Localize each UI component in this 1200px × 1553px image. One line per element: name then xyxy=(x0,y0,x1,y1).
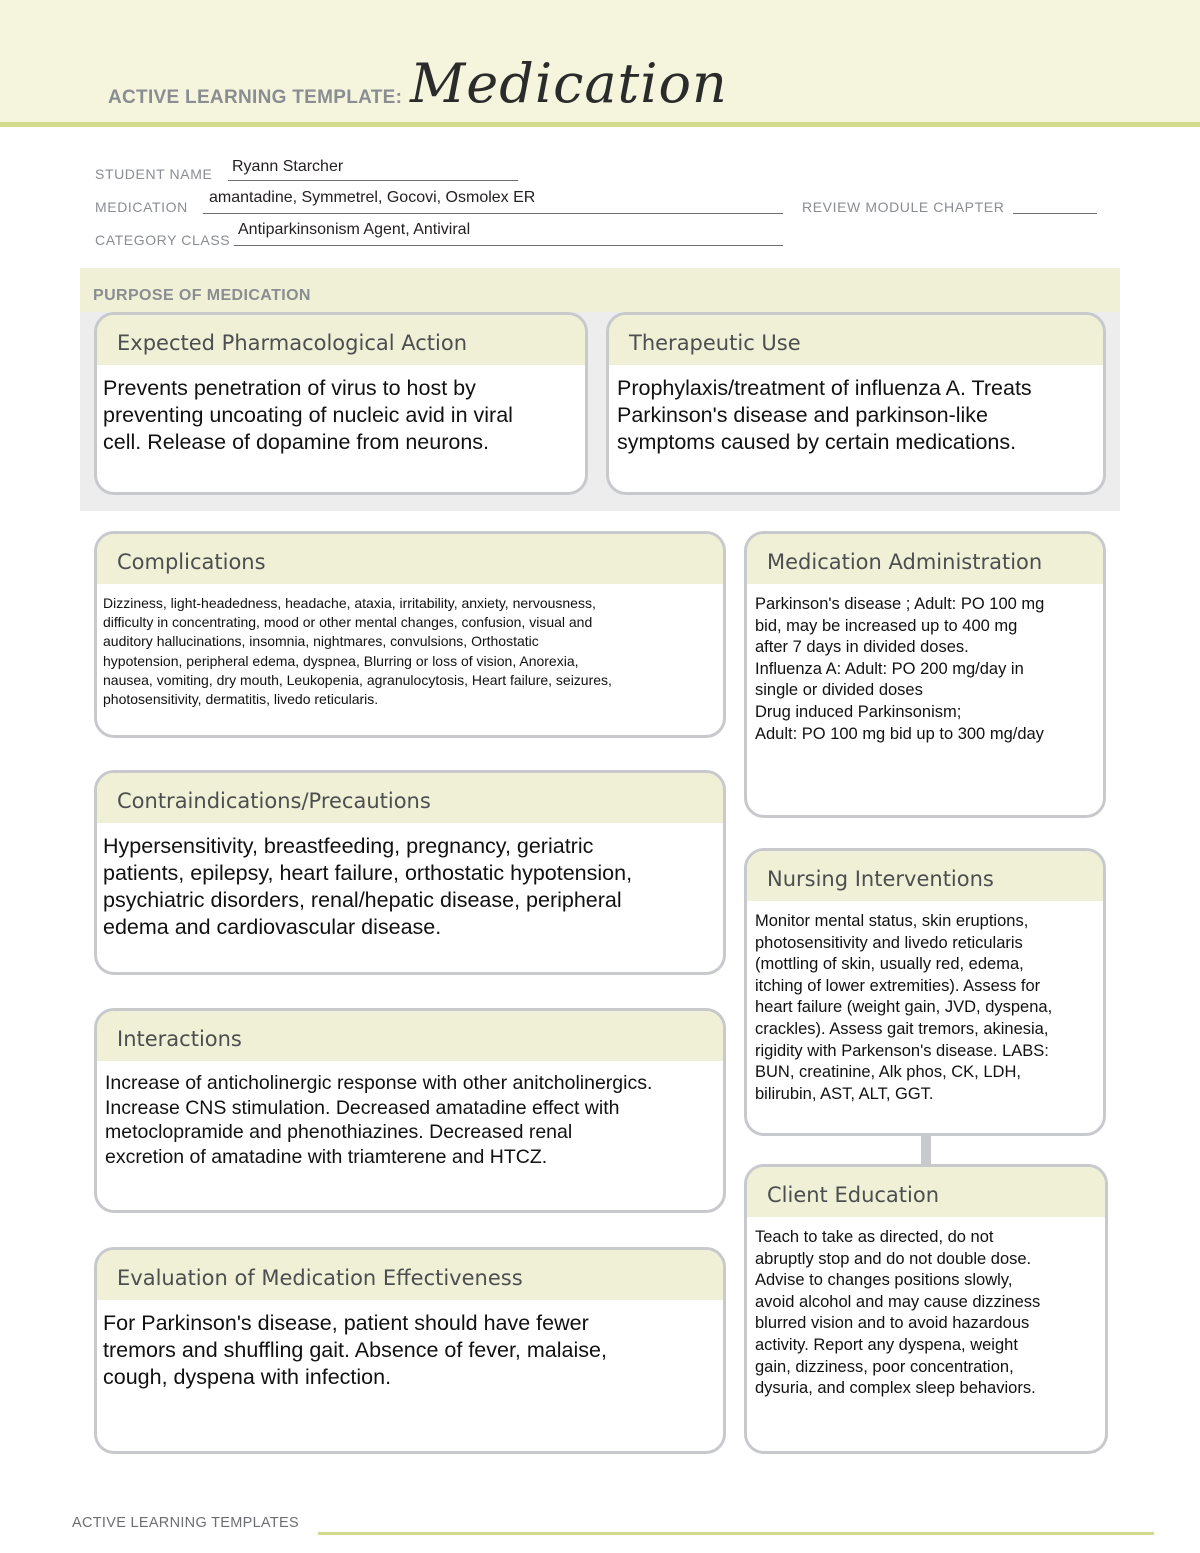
therapeutic-use-header xyxy=(609,315,1103,365)
therapeutic-use-card xyxy=(606,312,1106,495)
evaluation-header xyxy=(97,1250,723,1300)
administration-header xyxy=(747,534,1103,584)
category-field[interactable]: Antiparkinsonism Agent, Antiviral xyxy=(238,221,471,238)
purpose-label: PURPOSE OF MEDICATION xyxy=(93,287,311,304)
expected-action-text[interactable]: Prevents penetration of virus to host by preventing uncoating of nucleic avid in viral cell. Release of dopamine from neurons. xyxy=(103,376,513,454)
complications-text[interactable]: Dizziness, light-headedness, headache, ataxia, irritability, anxiety, nervousness, difficulty in concentrating, mood or other mental changes, confusion, visual and auditory hallucinations, insomnia, nightmares, convulsions, Orthostatic hypotension, peripheral edema, dyspnea, Blurring or loss of vision, Anorexia, nausea, vomiting, dry mouth, Leukopenia, agranulocytosis, Heart failure, seizures, photosensitivity, dermatitis, livedo reticularis. xyxy=(103,595,612,708)
administration-card xyxy=(744,531,1106,818)
category-label: CATEGORY CLASS xyxy=(95,232,231,248)
expected-action-title: Expected Pharmacological Action xyxy=(117,331,468,355)
therapeutic-use-title: Therapeutic Use xyxy=(629,331,801,355)
contraindications-title: Contraindications/Precautions xyxy=(117,789,431,813)
client-education-text[interactable]: Teach to take as directed, do not abruptly stop and do not double dose. Advise to changes positions slowly, avoid alcohol and may cause dizziness blurred vision and to avoid hazardous activity. Report any dyspena, weight gain, dizziness, poor concentration, dysuria, and complex sleep behaviors. xyxy=(755,1228,1041,1398)
client-education-header xyxy=(747,1167,1105,1217)
nursing-title: Nursing Interventions xyxy=(767,867,994,891)
page-title: Medication xyxy=(410,52,728,115)
student-name-line xyxy=(228,180,518,181)
medication-field[interactable]: amantadine, Symmetrel, Gocovi, Osmolex ER xyxy=(209,189,536,206)
expected-action-header xyxy=(97,315,585,365)
interactions-card xyxy=(94,1008,726,1213)
client-education-title: Client Education xyxy=(767,1183,940,1207)
student-name-field[interactable]: Ryann Starcher xyxy=(232,158,344,175)
category-line xyxy=(234,245,783,246)
complications-header xyxy=(97,534,723,584)
expected-action-card xyxy=(94,312,588,495)
administration-title: Medication Administration xyxy=(767,550,1043,574)
evaluation-card xyxy=(94,1247,726,1454)
complications-card xyxy=(94,531,726,738)
complications-title: Complications xyxy=(117,550,266,574)
footer-rule xyxy=(318,1532,1154,1535)
interactions-header xyxy=(97,1011,723,1061)
review-module-label: REVIEW MODULE CHAPTER xyxy=(802,199,1005,215)
nursing-card xyxy=(744,848,1106,1136)
student-name-label: STUDENT NAME xyxy=(95,166,213,182)
interactions-title: Interactions xyxy=(117,1027,242,1051)
therapeutic-use-text[interactable]: Prophylaxis/treatment of influenza A. Treats Parkinson's disease and parkinson-like symptoms caused by certain medications. xyxy=(617,376,1032,454)
nursing-header xyxy=(747,851,1103,901)
card-connector xyxy=(921,1133,931,1167)
template-label: ACTIVE LEARNING TEMPLATE: xyxy=(108,87,403,108)
evaluation-text[interactable]: For Parkinson's disease, patient should have fewer tremors and shuffling gait. Absence of fever, malaise, cough, dyspena with infection. xyxy=(103,1311,607,1389)
evaluation-title: Evaluation of Medication Effectiveness xyxy=(117,1266,523,1290)
footer-label: ACTIVE LEARNING TEMPLATES xyxy=(72,1515,299,1531)
header-rule xyxy=(0,122,1200,127)
nursing-text[interactable]: Monitor mental status, skin eruptions, photosensitivity and livedo reticularis (mottling of skin, usually red, edema, itching of lower extremities). Assess for heart failure (weight gain, JVD, dyspena, crackles). Assess gait tremors, akinesia, rigidity with Parkenson's disease. LABS: BUN, creatinine, Alk phos, CK, LDH, bilirubin, AST, ALT, GGT. xyxy=(755,912,1053,1103)
medication-label: MEDICATION xyxy=(95,199,188,215)
contraindications-text[interactable]: Hypersensitivity, breastfeeding, pregnancy, geriatric patients, epilepsy, heart failure, orthostatic hypotension, psychiatric disorders, renal/hepatic disease, peripheral edema and cardiovascular disease. xyxy=(103,834,633,939)
administration-text[interactable]: Parkinson's disease ; Adult: PO 100 mg bid, may be increased up to 400 mg after 7 days in divided doses. Influenza A: Adult: PO 200 mg/day in single or divided doses Drug induced Parkinsonism; Adult: PO 100 mg bid up to 300 mg/day xyxy=(755,595,1045,743)
medication-line xyxy=(203,213,783,214)
interactions-text[interactable]: Increase of anticholinergic response with other anitcholinergics. Increase CNS stimulation. Decreased amatadine effect with metoclopramide and phenothiazines. Decreased renal excretion of amatadine with triamterene and HTCZ. xyxy=(105,1072,653,1168)
contraindications-header xyxy=(97,773,723,823)
client-education-card xyxy=(744,1164,1108,1454)
contraindications-card xyxy=(94,770,726,975)
review-module-line xyxy=(1013,213,1097,214)
